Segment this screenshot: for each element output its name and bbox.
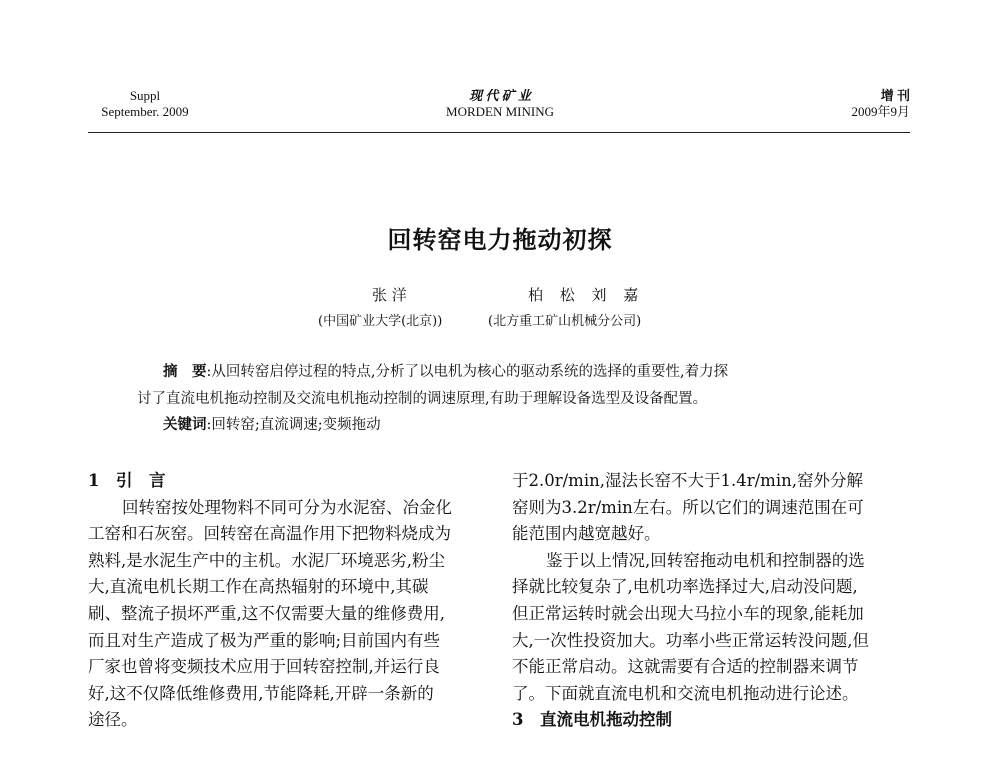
- header-rule: [88, 132, 910, 133]
- paragraph-line: 好,这不仅降低维修费用,节能降耗,开辟一条新的: [88, 683, 434, 703]
- keywords: [163, 413, 381, 434]
- paragraph-line: 熟料,是水泥生产中的主机。水泥厂环境恶劣,粉尘: [88, 550, 445, 570]
- header-left: [95, 88, 195, 120]
- paragraph-line: 了。下面就直流电机和交流电机拖动进行论述。: [512, 683, 859, 703]
- affiliation-2: (北方重工矿山机械分公司): [488, 314, 642, 329]
- author-group-1: 张 洋: [372, 286, 407, 304]
- supplement-label: Suppl: [129, 88, 161, 103]
- issue-date-cn: 2009年9月: [851, 104, 910, 119]
- paragraph-line: 鉴于以上情况,回转窑拖动电机和控制器的选: [546, 550, 865, 570]
- paragraph-line: 大,直流电机长期工作在高热辐射的环境中,其碳: [88, 577, 429, 597]
- paragraph-line: 而且对生产造成了极为严重的影响;目前国内有些: [88, 630, 441, 650]
- issue-date-en: September. 2009: [101, 104, 189, 119]
- paragraph-line: 择就比较复杂了,电机功率选择过大,启动没问题,: [512, 577, 858, 597]
- keywords-text: :回转窑;直流调速;变频拖动: [206, 417, 381, 433]
- abstract-label: 摘 要: [163, 363, 207, 380]
- header-center: [400, 88, 600, 120]
- paragraph-line: 途径。: [88, 710, 138, 730]
- paragraph-line: 工窑和石灰窑。回转窑在高温作用下把物料烧成为: [88, 524, 451, 544]
- header-right: [830, 88, 910, 120]
- author-group-2: 柏 松 刘 嘉: [528, 286, 645, 304]
- section-heading-1: 1 引 言: [88, 471, 166, 490]
- journal-name-en: MORDEN MINING: [446, 104, 554, 119]
- paragraph-line: 刷、整流子损坏严重,这不仅需要大量的维修费用,: [88, 603, 445, 623]
- paragraph-line: 厂家也曾将变频技术应用于回转窑控制,并运行良: [88, 657, 440, 677]
- paragraph-line: 窑则为3.2r/min左右。所以它们的调速范围在可: [512, 497, 864, 517]
- paragraph-line: 回转窑按处理物料不同可分为水泥窑、冶金化: [122, 497, 452, 517]
- paragraph-line: 但正常运转时就会出现大马拉小车的现象,能耗加: [512, 603, 864, 623]
- left-column: [88, 468, 493, 734]
- paragraph-line: 于2.0r/min,湿法长窑不大于1.4r/min,窑外分解: [512, 471, 863, 490]
- supplement-label-cn: 增 刊: [880, 88, 910, 103]
- paper-title: 回转窑电力拖动初探: [387, 225, 613, 254]
- paragraph-line: 能范围内越宽越好。: [512, 524, 661, 544]
- paragraph-line: 不能正常启动。这就需要有合适的控制器来调节: [512, 657, 859, 677]
- section-heading-3: 3 直流电机拖动控制: [512, 710, 672, 730]
- keywords-label: 关键词: [163, 416, 207, 433]
- right-column: [512, 468, 917, 734]
- paragraph-line: 大,一次性投资加大。功率小些正常运转没问题,但: [512, 630, 869, 650]
- abstract-line-1: [163, 360, 728, 381]
- journal-name-cn: 现 代 矿 业: [469, 88, 531, 103]
- abstract-text: :从回转窑启停过程的特点,分析了以电机为核心的驱动系统的选择的重要性,着力探: [206, 364, 729, 380]
- affiliation-1: (中国矿业大学(北京)): [318, 314, 443, 329]
- abstract-line-2: 讨了直流电机拖动控制及交流电机拖动控制的调速原理,有助于理解设备选型及设备配置。: [137, 391, 708, 407]
